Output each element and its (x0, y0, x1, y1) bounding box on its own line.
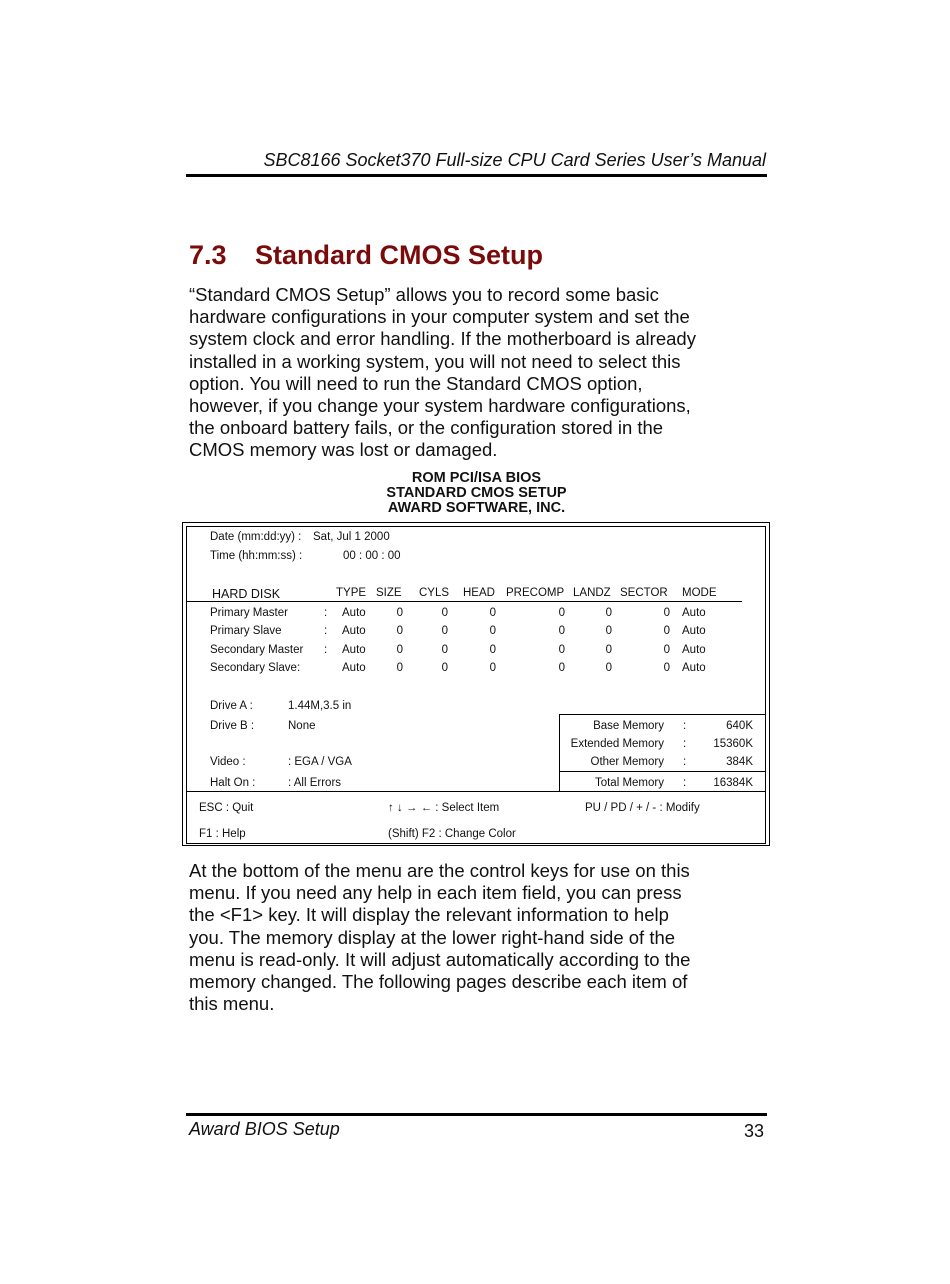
intro-paragraph (189, 284, 769, 462)
disk-cell-precomp: 0 (558, 644, 565, 656)
disk-cell-mode: Auto (682, 662, 706, 674)
disk-cell-precomp: 0 (558, 662, 565, 674)
disk-cell-mode: Auto (682, 644, 706, 656)
disk-cell-name: Secondary Master (210, 644, 304, 656)
disk-cell-name: Secondary Slave: (210, 662, 301, 674)
disk-cell-head: 0 (489, 644, 496, 656)
col-mode: MODE (682, 587, 717, 599)
key-select: ↑ ↓ → ← : Select Item (388, 802, 500, 814)
drive-b-value: None (288, 720, 316, 732)
disk-cell-sector: 0 (663, 625, 670, 637)
disk-cell-head: 0 (489, 625, 496, 637)
bios-title-line-1: ROM PCI/ISA BIOS (411, 470, 542, 486)
outro-line: At the bottom of the menu are the control keys for use on this (189, 860, 690, 881)
drive-a-label: Drive A : (210, 700, 253, 712)
intro-line: system clock and error handling. If the motherboard is already (189, 328, 696, 350)
col-head: HEAD (463, 587, 495, 599)
key-change-color: (Shift) F2 : Change Color (388, 828, 516, 840)
memory-separator: : (683, 777, 687, 789)
key-esc: ESC : Quit (199, 802, 254, 814)
col-size: SIZE (376, 587, 402, 599)
disk-cell-sep: : (324, 607, 328, 619)
disk-cell-precomp: 0 (558, 607, 565, 619)
disk-cell-landz: 0 (605, 607, 612, 619)
header-rule (186, 174, 767, 177)
disk-cell-head: 0 (489, 662, 496, 674)
disk-cell-type: Auto (342, 644, 366, 656)
memory-total-rule (559, 771, 766, 772)
intro-line: however, if you change your system hardware configurations, (189, 395, 691, 417)
date-value: Sat, Jul 1 2000 (313, 531, 390, 543)
intro-line: option. You will need to run the Standard CMOS option, (189, 372, 643, 394)
disk-cell-type: Auto (342, 625, 366, 637)
disk-cell-type: Auto (342, 662, 366, 674)
date-label: Date (mm:dd:yy) : (210, 531, 302, 543)
intro-line: CMOS memory was lost or damaged. (189, 439, 498, 461)
section-heading (189, 240, 543, 271)
disk-cell-head: 0 (489, 607, 496, 619)
disk-cell-landz: 0 (605, 625, 612, 637)
memory-separator: : (683, 720, 687, 732)
memory-value: 384K (726, 756, 753, 768)
intro-line: installed in a working system, you will not need to select this (189, 350, 681, 372)
video-label: Video : (210, 756, 246, 768)
memory-label: Base Memory (593, 720, 664, 732)
disk-cell-landz: 0 (605, 644, 612, 656)
disk-cell-cyls: 0 (441, 607, 448, 619)
disk-cell-size: 0 (396, 625, 403, 637)
col-cyls: CYLS (419, 587, 450, 599)
bios-title-line-3: AWARD SOFTWARE, INC. (387, 500, 566, 516)
disk-cell-sep: : (324, 625, 328, 637)
disk-cell-landz: 0 (605, 662, 612, 674)
disk-cell-cyls: 0 (441, 662, 448, 674)
time-value: 00 : 00 : 00 (343, 550, 401, 562)
disk-cell-name: Primary Master (210, 607, 288, 619)
disk-cell-cyls: 0 (441, 625, 448, 637)
key-f1: F1 : Help (199, 828, 246, 840)
col-sector: SECTOR (620, 587, 668, 599)
keys-divider (186, 791, 766, 792)
disk-cell-sector: 0 (663, 607, 670, 619)
disk-cell-size: 0 (396, 644, 403, 656)
outro-paragraph (189, 860, 769, 1015)
disk-cell-type: Auto (342, 607, 366, 619)
halt-on-label: Halt On : (210, 777, 256, 789)
memory-label: Other Memory (590, 756, 664, 768)
page-number: 33 (743, 1121, 764, 1141)
disk-cell-cyls: 0 (441, 644, 448, 656)
halt-on-value: : All Errors (288, 777, 342, 789)
memory-label: Total Memory (594, 777, 664, 789)
drive-b-label: Drive B : (210, 720, 255, 732)
disk-cell-sector: 0 (663, 644, 670, 656)
memory-separator: : (683, 756, 687, 768)
running-header: SBC8166 Socket370 Full-size CPU Card Series User’s Manual (263, 150, 766, 170)
memory-panel-top (559, 714, 766, 715)
running-footer: Award BIOS Setup (189, 1119, 340, 1139)
memory-label: Extended Memory (570, 738, 664, 750)
disk-cell-precomp: 0 (558, 625, 565, 637)
footer-rule (186, 1113, 767, 1116)
outro-line: this menu. (189, 993, 275, 1015)
outro-line: menu is read-only. It will adjust automatically according to the (189, 948, 691, 970)
col-landz: LANDZ (573, 587, 611, 599)
outro-line: you. The memory display at the lower right-hand side of the (189, 926, 676, 948)
bios-title-line-2: STANDARD CMOS SETUP (386, 485, 567, 501)
time-label: Time (hh:mm:ss) : (210, 550, 303, 562)
col-hard-disk: HARD DISK (212, 587, 281, 601)
col-precomp: PRECOMP (506, 587, 565, 599)
section-number: 7.3 (189, 240, 227, 270)
memory-value: 16384K (713, 777, 753, 789)
memory-value: 15360K (713, 738, 753, 750)
intro-line: hardware configurations in your computer system and set the (189, 306, 690, 328)
disk-cell-name: Primary Slave (210, 625, 282, 637)
outro-line: menu. If you need any help in each item field, you can press (189, 882, 682, 904)
intro-line: “Standard CMOS Setup” allows you to record some basic (189, 284, 659, 305)
disk-cell-mode: Auto (682, 625, 706, 637)
disk-cell-sep: : (324, 644, 328, 656)
key-modify: PU / PD / + / - : Modify (585, 802, 700, 814)
disk-cell-size: 0 (396, 607, 403, 619)
intro-line: the onboard battery fails, or the configuration stored in the (189, 417, 664, 439)
section-title: Standard CMOS Setup (255, 240, 544, 270)
memory-value: 640K (726, 720, 753, 732)
video-value: : EGA / VGA (288, 756, 352, 768)
bios-screen (186, 526, 766, 844)
disk-cell-sector: 0 (663, 662, 670, 674)
outro-line: the <F1> key. It will display the relevant information to help (189, 904, 669, 926)
memory-separator: : (683, 738, 687, 750)
outro-line: memory changed. The following pages describe each item of (189, 971, 688, 993)
column-underline (186, 601, 742, 602)
disk-cell-size: 0 (396, 662, 403, 674)
drive-a-value: 1.44M,3.5 in (288, 700, 352, 712)
disk-cell-mode: Auto (682, 607, 706, 619)
col-type: TYPE (336, 587, 367, 599)
